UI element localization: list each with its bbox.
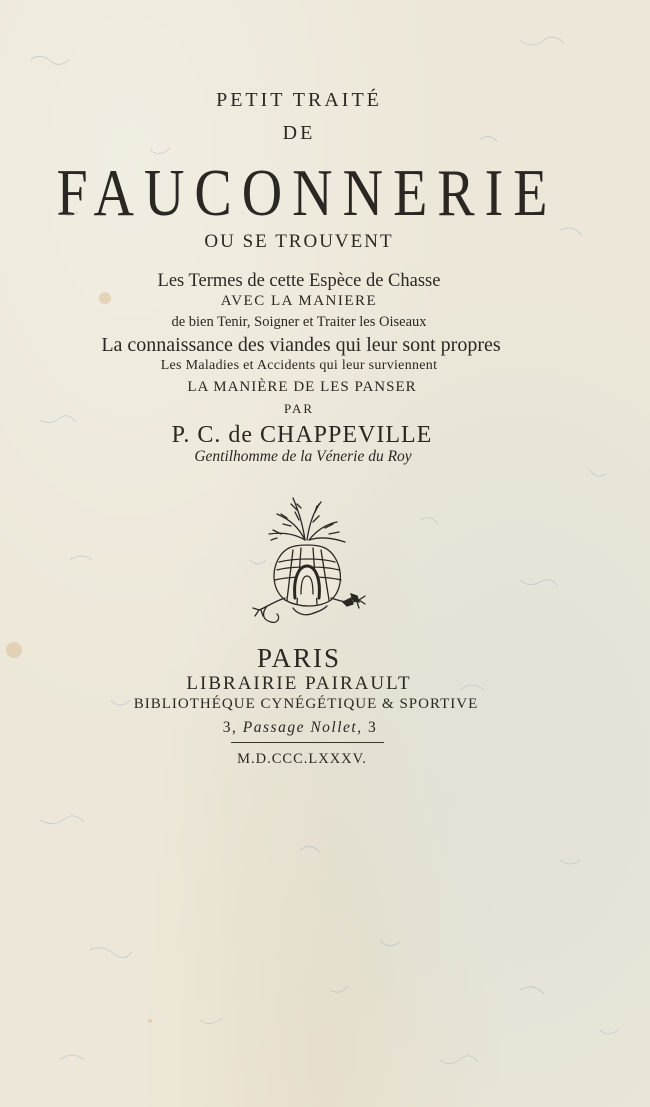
author-name: P. C. de CHAPPEVILLE — [171, 422, 433, 448]
line-maniere-panser: LA MANIÈRE DE LES PANSER — [187, 379, 417, 395]
line-bien-tenir: de bien Tenir, Soigner et Traiter les Oiseaux — [171, 314, 427, 330]
main-title: FAUCONNERIE — [56, 156, 558, 231]
address-number-end: 3 — [367, 719, 378, 736]
line-maladies: Les Maladies et Accidents qui leur surviennent — [160, 358, 438, 373]
line-termes: Les Termes de cette Espèce de Chasse — [157, 271, 441, 291]
imprint-address — [0, 720, 625, 736]
line-par: PAR — [283, 401, 315, 416]
line-ou-se-trouvent: OU SE TROUVENT — [204, 231, 394, 252]
subtitle-petit-traite: PETIT TRAITÉ — [216, 89, 382, 111]
imprint-series: BIBLIOTHÉQUE CYNÉGÉTIQUE & SPORTIVE — [133, 696, 479, 712]
line-avec-la-maniere: AVEC LA MANIERE — [220, 293, 378, 309]
imprint-publisher: LIBRAIRIE PAIRAULT — [186, 673, 412, 694]
author-title: Gentilhomme de la Vénerie du Roy — [194, 448, 412, 465]
imprint-date: M.D.CCC.LXXXV. — [237, 751, 367, 767]
imprint-city: PARIS — [256, 643, 342, 673]
address-number: 3, — [222, 719, 238, 736]
line-connaissance: La connaissance des viandes qui leur sont propres — [101, 334, 501, 356]
address-street: Passage Nollet, — [242, 719, 363, 736]
imprint-divider — [231, 742, 384, 743]
printers-mark-icon — [247, 490, 367, 625]
subtitle-de: DE — [282, 122, 316, 144]
